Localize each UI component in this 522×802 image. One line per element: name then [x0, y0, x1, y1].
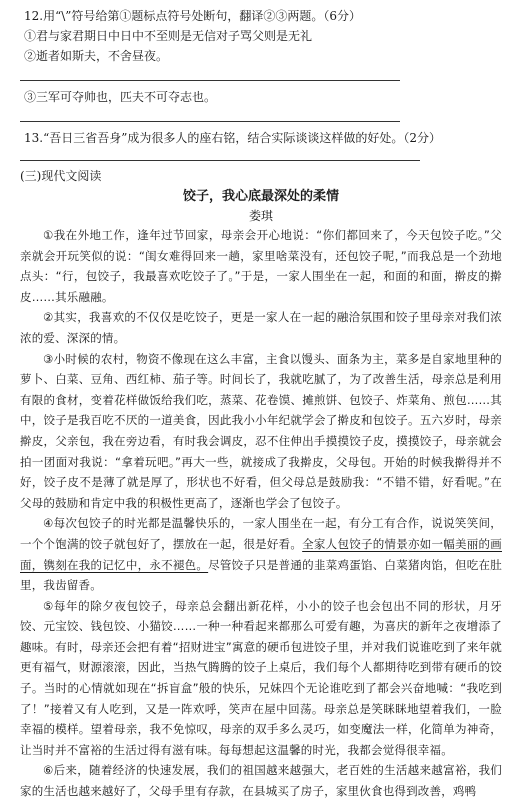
- answer-line: [20, 160, 420, 161]
- question-12-item-3: ③三军可夺帅也，匹夫不可夺志也。: [24, 90, 217, 104]
- question-12: [20, 6, 502, 122]
- answer-line: [20, 121, 400, 122]
- article-title: 饺子，我心底最深处的柔情: [182, 189, 339, 204]
- paragraph-4-part-1: ④每次包饺子的时光都是温馨快乐的，一家人围坐在一起，有分工有合作，说说笑笑间，一个个饱满的饺子就包好了，摆放在一起，很是好看。: [20, 516, 502, 551]
- paragraph-6: ⑥后来，随着经济的快速发展，我们的祖国越来越强大，老百姓的生活越来越富裕，我们家的生活也越来越好了，父母手里有存款，在县城买了房子，家里伙食也得到改善，鸡鸭: [20, 763, 502, 799]
- underlined-sentence: 全家人包饺子的情景亦如一幅美丽的画面，镌刻在我的记忆中，永不褪色。: [20, 536, 502, 572]
- paragraph-3: ③小时候的农村，物资不像现在这么丰富，主食以馒头、面条为主，菜多是自家地里种的萝卜、白菜、豆角、西红柿、茄子等。时间长了，我就吃腻了，为了改善生活，母亲总是利用有限的食材，变着花样做饭给我们吃，蒸菜、花卷馍、摊煎饼、包饺子、炸菜角、煎包……其中，饺子是我百吃不厌的一道美食，因此我小小年纪就学会了擀皮和包饺子。五六岁时，母亲擀皮，父亲包，我在旁边看，有时我会调皮，忍不住伸出手摸摸饺子皮，摸摸饺子，母亲就会拍一团面对我说：“拿着玩吧。”再大一些，就接成了我擀皮，父母包。开始的时候我擀得并不好，饺子皮不是薄了就是厚了，形状也不好看，但父母总是鼓励我：“不错不错，好看呢。”在父母的鼓励和肯定中我的积极性更高了，逐渐也学会了包饺子。: [20, 351, 502, 510]
- article-body: [20, 225, 502, 802]
- question-12-item-2: ②逝者如斯夫，不舍昼夜。: [24, 49, 169, 63]
- answer-line: [20, 80, 400, 81]
- question-13-prompt: 13.“吾日三省吾身”成为很多人的座右铭，结合实际谈谈这样做的好处。（2分）: [24, 131, 441, 145]
- section-heading: (三)现代文阅读: [20, 169, 102, 183]
- paragraph-2: ②其实，我喜欢的不仅仅是吃饺子，更是一家人在一起的融洽氛围和饺子里母亲对我们浓浓的爱、深深的情。: [20, 310, 502, 345]
- article-author: 娄琪: [248, 209, 273, 223]
- paragraph-5: ⑤每年的除夕夜包饺子，母亲总会翻出新花样，小小的饺子也会包出不同的形状，月牙饺、元宝饺、钱包饺、小猫饺……一种一种看起来都那么可爱有趣，为喜庆的新年之夜增添了趣味。有时，母亲还会把有着“招财进宝”寓意的硬币包进饺子里，并对我们说谁吃到了来年就更有福气，财源滚滚，因此，当热气腾腾的饺子上桌后，我们每个人都期待吃到带有硬币的饺子。当时的心情就如现在“拆盲盒”般的快乐，兄妹四个无论谁吃到了都会兴奋地喊：“我吃到了！”接着又有人吃到，又是一阵欢呼，笑声在屋中回荡。母亲总是笑眯眯地望着我们，一脸幸福的模样。望着母亲，我不免惊叹，母亲的双手多么灵巧，如变魔法一样，化简单为神奇，让当时并不富裕的生活过得有滋有味。每每想起这温馨的时光，我都会觉得很幸福。: [20, 598, 502, 757]
- paragraph-4-part-3: 尽管饺子只是普通的韭菜鸡蛋馅、白菜猪肉馅，但吃在肚里，我齿留香。: [20, 557, 503, 593]
- paragraph-4: [20, 513, 502, 595]
- question-12-prompt: 12.用“\”符号给第①题标点符号处断句，翻译②③两题。（6分）: [24, 9, 362, 23]
- paragraph-1: ①我在外地工作，逢年过节回家，母亲会开心地说：“你们都回来了，今天包饺子吃。”父亲就会开玩笑似的说：“闺女难得回来一趟，家里啥菜没有，还包饺子呢，”而我总是一个劲地点头：“行，包饺子，我最喜欢吃饺子了。”于是，一家人围坐在一起，和面的和面，擀皮的擀皮……其乐融融。: [20, 228, 502, 304]
- question-13: [20, 128, 502, 161]
- question-12-item-1: ①君与家君期日中日中不至则是无信对子骂父则是无礼: [24, 29, 313, 43]
